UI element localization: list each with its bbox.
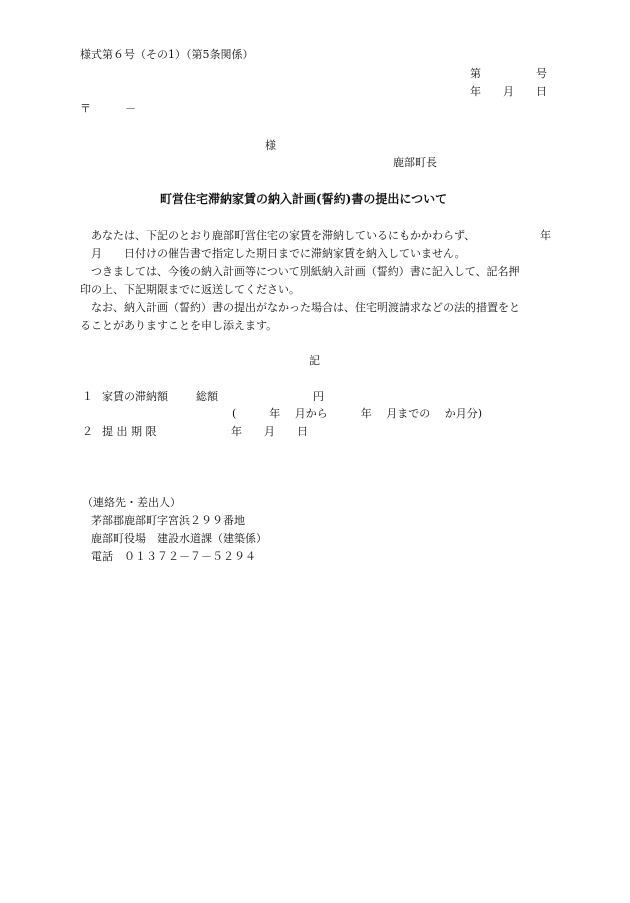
recipient-suffix: 様 bbox=[265, 139, 276, 152]
item2-number: ２ bbox=[82, 425, 93, 438]
body-line-5: なお、納入計画（誓約）書の提出がなかった場合は、住宅明渡請求などの法的措置をと bbox=[91, 301, 520, 314]
document-number: 第 号 bbox=[470, 67, 547, 80]
contact-phone: 電話 ０１３７２－７－５２９４ bbox=[91, 550, 256, 563]
form-label: 様式第６号（その1）（第5条関係） bbox=[80, 48, 254, 61]
postal-mark: 〒 bbox=[80, 102, 91, 115]
item1-number: １ bbox=[82, 390, 93, 403]
body-line-3: つきましては、今後の納入計画等について別紙納入計画（誓約）書に記入して、記名押 bbox=[91, 265, 520, 278]
item2-label: 提 出 期 限 bbox=[102, 425, 157, 438]
body-line-1-year: 年 bbox=[540, 229, 551, 242]
body-line-4: 印の上、下記期限までに返送してください。 bbox=[80, 283, 300, 296]
ki-heading: 記 bbox=[309, 354, 320, 367]
contact-heading: （連絡先・差出人） bbox=[82, 496, 181, 509]
contact-office: 鹿部町役場 建設水道課（建築係） bbox=[91, 532, 267, 545]
body-line-1: あなたは、下記のとおり鹿部町営住宅の家賃を滞納しているにもかかわらず、 bbox=[91, 229, 476, 242]
contact-address: 茅部郡鹿部町字宮浜２９９番地 bbox=[91, 514, 245, 527]
item1-total-label: 総額 bbox=[196, 390, 218, 403]
body-line-2: 月 日付けの催告書で指定した期日までに滞納家賃を納入していません。 bbox=[91, 247, 466, 260]
item1-label: 家賃の滞納額 bbox=[102, 390, 168, 403]
postal-dash: － bbox=[125, 102, 136, 115]
document-title: 町営住宅滞納家賃の納入計画(誓約)書の提出について bbox=[160, 192, 448, 206]
body-line-6: ることがありますことを申し添えます。 bbox=[80, 319, 278, 332]
document-date: 年 月 日 bbox=[470, 85, 547, 98]
item1-yen: 円 bbox=[313, 390, 324, 403]
item1-period: ( 年 月から 年 月までの か月分) bbox=[232, 407, 483, 420]
sender: 鹿部町長 bbox=[393, 156, 437, 169]
item2-date: 年 月 日 bbox=[231, 425, 308, 438]
